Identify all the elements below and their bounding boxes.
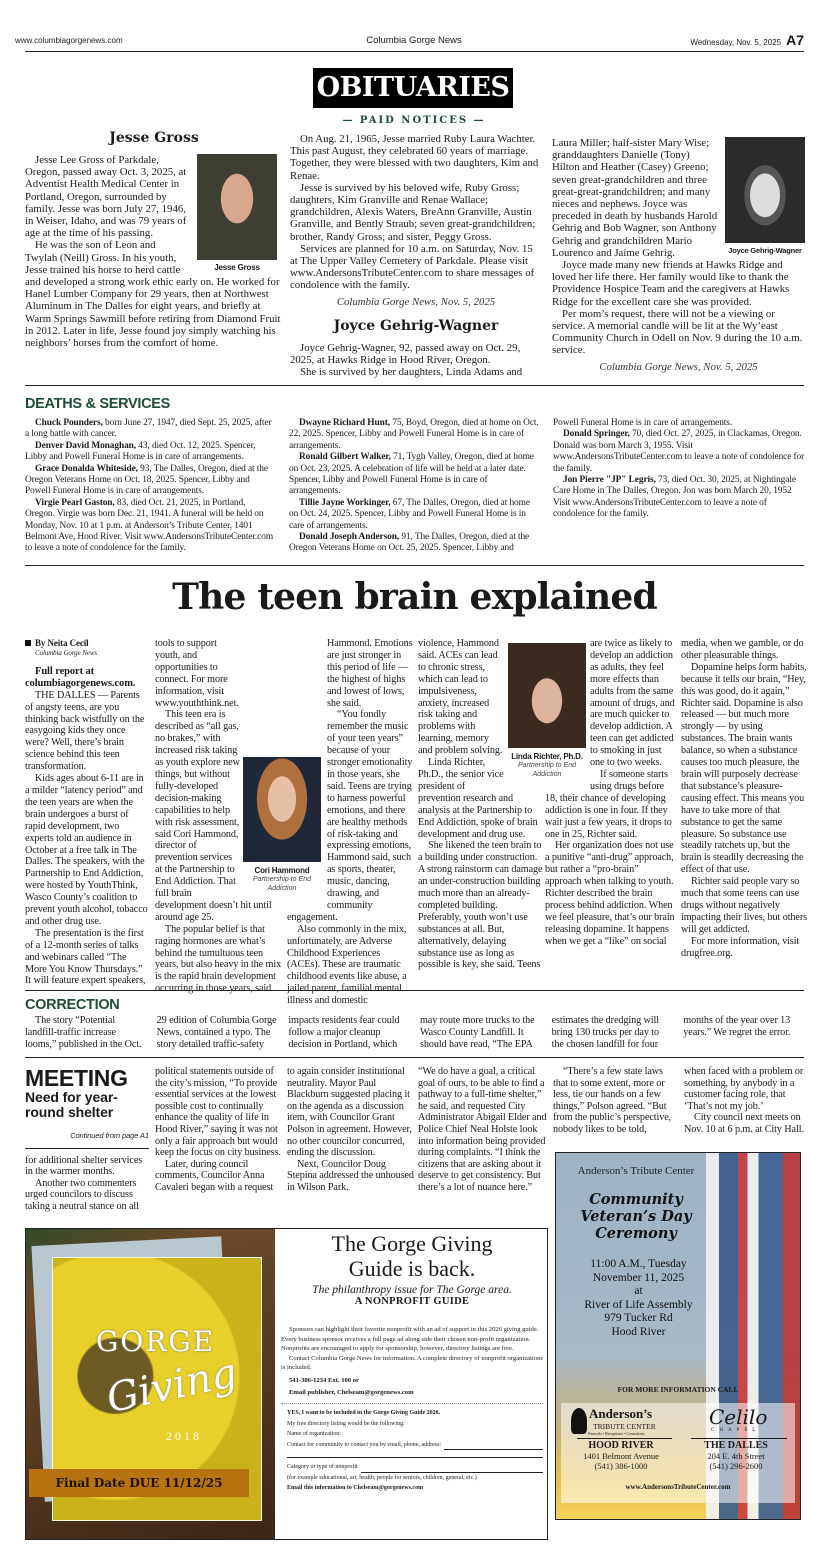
giving-ad-text xyxy=(282,1231,542,1307)
giving-title-2: Guide is back. xyxy=(348,1256,476,1281)
giving-ad-body xyxy=(281,1325,543,1494)
deaths-list xyxy=(25,418,805,555)
notice-text: 71, Tygh Valley, Oregon, died at home on Oct. 23, 2025. A celebration of life will be held at a later date. Spencer, Libby and Powell Funeral Home is in care of arrangements. xyxy=(289,452,534,497)
paid-notices-label: — PAID NOTICES — xyxy=(342,115,486,126)
celilo-logo-name: Celilo xyxy=(709,1405,768,1429)
deceased-name: Donald Springer, xyxy=(563,429,630,440)
article-lead: Full report at columbiagorgenews.com. xyxy=(25,665,136,689)
death-notice xyxy=(553,475,805,521)
paragraph: Dopamine helps form habits, because it tells our brain, “Hey, this was good, do it again,” Richter said. Dopamine is also released — but much more strongly — by using substances. The brain wants balance, so when a substance causes too much pleasure, the brain will purposely decrease that substance’s pleasure-causing effect. This means you have to take more of that substance to get the same pleasure. So substance use steadily ratchets up, but the brain is steadily decreasing the effect of that use. xyxy=(681,661,807,876)
giving-subtitle: The philanthropy issue for The Gorge area. xyxy=(312,1284,512,1296)
deceased-name: Ronald Gilbert Walker, xyxy=(299,452,391,463)
correction-text: The story “Potential landfill-traffic increase looms,” published in the Oct. 29 edition of Columbia Gorge News, contained a typo. The story detailed traffic-safety impacts residents fear could follow a major cleanup decision in Portland, which may route more trucks to the Wasco County Landfill. It should have read, “The EPA estimates the dredging will bring 130 trucks per day to the chosen landfill for four months of the year over 13 years.” We regret the error. xyxy=(25,1015,791,1050)
event-time: 11:00 A.M., Tuesday xyxy=(590,1258,687,1270)
deceased-name: Chuck Pounders, xyxy=(35,418,103,428)
event-date: November 11, 2025 xyxy=(592,1271,685,1284)
notice-text: 70, died Oct. 27, 2025, in Clackamas, Oregon. Donald was born March 3, 1955. Visit www.AndersonsTributeCenter.com to leave a note of condolence for the family. xyxy=(553,429,805,474)
death-notice xyxy=(25,464,277,498)
paragraph: Jesse is survived by his beloved wife, Ruby Gross; daughters, Kim Granville and Renae Wallace; grandchildren, Alexis Waters, BreAnn Granville, Austin Granville, and Bently Straub; seven great-grandchildren; brother, Randy Gross; and sister, Peggy Gross. xyxy=(290,181,536,243)
paragraph: Jesse Lee Gross of Parkdale, Oregon, passed away Oct. 3, 2025, at Adventist Health Medical Center in Portland, Oregon, surrounded by family. Jesse was born July 27, 1946, in Weiser, Idaho, and was 79 years of age at the time of his passing. xyxy=(25,154,187,240)
website-link[interactable]: www.AndersonsTributeCenter.com xyxy=(625,1483,731,1491)
issue-date: Wednesday, Nov. 5, 2025 xyxy=(690,38,782,47)
paragraph-group xyxy=(418,757,543,971)
paragraph: City council next meets on Nov. 10 at 6 p.m. at City Hall. xyxy=(684,1112,804,1135)
paragraph: She likened the teen brain to a building under construction. A strong rainstorm can damage an under-construction building much more than an already-completed building. Preferably, youth won’t use substances at all. But, alternatively, delaying substance use as long as possible is key, she said. Teens xyxy=(418,840,543,971)
paragraph: to again consider institutional neutrality. Mayor Paul Blackburn suggested placing it on the agenda as a discussion item, with Councilor Grant Polson in agreement. However, no other councilor concurred, ending the discussion. xyxy=(287,1066,412,1159)
giving-paragraph: Sponsors can highlight their favorite nonprofit with an ad of support in this 2026 giving guide. Every business sponsor receives a full page ad along side their chosen non-profit organization. Nonprofits are encouraged to apply for sponsorship, however, directory listings are free. xyxy=(281,1326,539,1353)
paragraph-group xyxy=(684,1066,807,1136)
article-col-5 xyxy=(545,638,676,948)
location-phone: (541) 386-1000 xyxy=(594,1461,648,1471)
giving-logo-year: 2018 xyxy=(166,1429,202,1443)
location-phone: (541) 296-2600 xyxy=(709,1461,763,1471)
photo-wrap-spacer xyxy=(545,638,590,786)
form-line: My free directory listing would be the following: xyxy=(287,1420,405,1427)
form-email: Email this information to Chelseam@gorgenews.com xyxy=(287,1485,424,1492)
paragraph: For more information, visit drugfree.org. xyxy=(681,935,800,959)
paragraph-group xyxy=(290,133,542,292)
paragraph-group xyxy=(25,690,149,988)
paragraph: Joyce made many new friends at Hawks Ridge and loved her life there. Her family would like to thank the Providence Hospice Team and the caregivers at Hawks Ridge for the excellent care she was provided. xyxy=(552,259,790,308)
jesse-photo xyxy=(197,154,277,260)
paper-name: Columbia Gorge News xyxy=(366,35,462,46)
paragraph: This teen era is described as “all gas, no brakes,” with increased risk taking as youth explore new things, but without fully-developed decision-making capabilities to help with risk assessment, said Cori Hammond, director of prevention services at the Partnership to End Addiction. That full brain development doesn’t hit until around age 25. xyxy=(155,709,272,923)
due-date-banner: Final Date DUE 11/12/25 xyxy=(29,1469,249,1497)
paragraph: Hammond. Emotions are just stronger in this period of life — the highest of highs and lowest of lows, she said. xyxy=(327,638,413,709)
giving-form xyxy=(281,1408,543,1494)
byline-author: By Neita Cecil xyxy=(35,638,89,648)
obit-heading: Jesse Gross xyxy=(109,130,199,146)
celilo-logo-sub: CHAPEL xyxy=(711,1428,761,1433)
paragraph: for additional shelter services in the warmer months. xyxy=(25,1154,143,1178)
title-line: Veteran’s Day xyxy=(580,1208,692,1225)
joyce-photo-block xyxy=(725,137,805,255)
notice-text: 73, died Oct. 30, 2025, at Nightingale Care Home in The Dalles, Oregon. Jon was born March 20, 1952 Visit www.AndersonsTributeCenter.com to leave a note of condolence for the family. xyxy=(553,475,796,520)
obit-credit: Columbia Gorge News, Nov. 5, 2025 xyxy=(336,295,496,308)
deceased-name: Denver David Monaghan, xyxy=(35,440,137,451)
byline-org: Columbia Gorge News xyxy=(35,649,98,657)
paragraph: Her organization does not use a punitive “anti-drug” approach, but rather a “pro-brain” approach when talking to youth. Richter described the brain process behind addiction. When we feel pleasure, that’s our brain releasing dopamine. It happens when we get a “like” on social xyxy=(545,840,675,947)
giving-guide-label: A NONPROFIT GUIDE xyxy=(354,1296,470,1307)
byline-bullet-icon xyxy=(25,640,31,646)
notice-text: 67, The Dalles, Oregon, died at home on Oct. 24, 2025. Spencer, Libby and Powell Funeral Home is in care of arrangements. xyxy=(289,497,530,531)
death-notice xyxy=(25,441,277,464)
location-address: 1401 Belmont Avenue xyxy=(583,1451,659,1461)
paragraph-group xyxy=(545,769,676,948)
site-url: www.columbiagorgenews.com xyxy=(15,36,123,45)
paragraph: violence, Hammond said. ACEs can lead to chronic stress, which can lead to impulsiveness, anxiety, increased risk taking and problems with learning, memory and problem solving. xyxy=(418,638,503,757)
veterans-title xyxy=(556,1191,716,1242)
paragraph: Per mom’s request, there will not be a viewing or service. A memorial candle will be lit at the Wy’east Community Church in Odell on Nov. 9 during the 10 a.m. service. xyxy=(552,307,803,357)
paragraph: “We do have a goal, a critical goal of ours, to be able to find a pathway to a full-time shelter,” he said, and requested City Administrator Abigail Elder and Police Chief Neal Holste look into information being provided during complaints. “I think the citizens that are asking about it deserve to get consistency. But there’s a lot of nuance here.” xyxy=(418,1066,547,1193)
obit-heading: Joyce Gehrig-Wagner xyxy=(333,317,499,334)
form-blank-line[interactable] xyxy=(287,1450,543,1458)
article-col-6 xyxy=(681,638,807,959)
obit-credit: Columbia Gorge News, Nov. 5, 2025 xyxy=(599,360,758,373)
death-notice xyxy=(289,418,541,452)
meeting-col-2 xyxy=(155,1066,283,1194)
event-at: at xyxy=(634,1285,643,1297)
paragraph-group xyxy=(25,1155,149,1213)
paragraph: tools to support youth, and opportunities to connect. For more information, visit www.youththink.net. xyxy=(155,638,239,709)
paragraph-group xyxy=(681,662,807,960)
divider xyxy=(281,1403,543,1404)
contact-panel xyxy=(561,1403,795,1503)
event-city: Hood River xyxy=(611,1325,666,1338)
gorge-giving-ad xyxy=(25,1228,548,1540)
joyce-photo xyxy=(725,137,805,243)
paragraph: Richter said people vary so much that some teens can use drugs without negatively impacting their lives, but others will get addicted. xyxy=(681,876,807,935)
paragraph: Services are planned for 10 a.m. on Saturday, Nov. 15 at The Upper Valley Cemetery of Parkdale. Please visit www.AndersonsTributeCenter.com to share messages of condolence with the family. xyxy=(290,242,535,292)
meeting-kicker: MEETING xyxy=(25,1065,128,1091)
paragraph-group xyxy=(552,259,805,357)
location-the-dalles xyxy=(681,1441,791,1471)
deaths-heading: DEATHS & SERVICES xyxy=(25,396,171,412)
photo-caption: Jesse Gross xyxy=(214,263,260,272)
giving-guide-cover-image xyxy=(26,1229,275,1539)
paragraph: THE DALLES — Parents of angsty teens, are you thinking back wistfully on the easygoing kids they once were? Well, there’s brain science behind this teen transformation. xyxy=(25,689,145,773)
paragraph-group xyxy=(553,1066,678,1136)
giving-phone: 541-386-1234 Ext. 100 or xyxy=(289,1376,359,1384)
date-page xyxy=(690,32,804,48)
location-hood-river xyxy=(566,1441,676,1471)
location-city: HOOD RIVER xyxy=(588,1440,654,1451)
deceased-name: Virgie Pearl Gaston, xyxy=(35,497,115,508)
form-title: YES, I want to be included in the Gorge Giving Guide 2026. xyxy=(287,1410,441,1417)
byline xyxy=(25,638,149,648)
photo-caption: Cori Hammond xyxy=(254,866,310,875)
obituaries-banner: OBITUARIES xyxy=(313,68,513,108)
giving-email: Email publisher, Chelseam@gorgenews.com xyxy=(289,1388,414,1396)
paragraph: when faced with a problem or something, by anybody in a customer facing role, that ‘That’s not my job.’ xyxy=(684,1066,804,1112)
meeting-headline: Need for year-round shelter xyxy=(25,1089,118,1120)
paragraph: The popular belief is that raging hormones are what’s behind the tumultuous teen years, but also heavy in the mix is the rapid brain development occurring in those years, said xyxy=(155,923,282,995)
paragraph-group xyxy=(155,1066,283,1194)
paragraph: Also commonly in the mix, unfortunately, are Adverse Childhood Experiences (ACEs). These are traumatic childhood events like abuse, a jailed parent, familial mental illness and domestic xyxy=(287,923,407,1007)
paragraph: The presentation is the first of a 12-month series of talks and webinars called “The More You Know Thursdays.” It will feature expert speakers, xyxy=(25,927,146,987)
andersons-logo-sub: TRIBUTE CENTER xyxy=(593,1422,656,1431)
photo-caption-sub: Partnership to End Addiction xyxy=(518,762,576,778)
photo-caption: Linda Richter, Ph.D. xyxy=(511,752,583,761)
paragraph: Laura Miller; half-sister Mary Wise; granddaughters Danielle (Tony) Hilton and Heather (Casey) Greeno; seven great-grandchildren and three great-great-grandchildren; and many nieces and nephews. Joyce was preceded in death by husbands Harold Gehrig and Bob Wagner, son Anthony Gehrig and grandchildren Mario Lourenco and Jaime Gehrig. xyxy=(552,137,718,259)
form-contact-field[interactable] xyxy=(287,1440,543,1451)
giving-logo-word2: Giving xyxy=(102,1349,241,1423)
paragraph-group xyxy=(287,1066,414,1194)
paragraph: political statements outside of the city’s mission, “To provide essential services at the lowest possible cost to continually enhance the quality of life in Hood River,” saying it was not only a fair approach but would keep the focus on city business. xyxy=(155,1066,281,1159)
notice-text: 83, died Oct. 21, 2025, in Portland, Oregon. Virgie was born Dec. 21, 1941. A funeral will be held on Monday, Nov. 10 at 1 p.m. at Anderson’s Tribute Center, 1401 Belmont Ave, Hood River. Visit www.AndersonsTributeCenter.com to leave a note of condolence for the family. xyxy=(25,497,274,554)
veterans-details xyxy=(556,1258,721,1339)
jesse-photo-block xyxy=(197,154,277,272)
veterans-day-ad xyxy=(555,1152,801,1520)
death-notice xyxy=(25,498,277,555)
form-category-label: Category or type of nonprofit xyxy=(287,1464,358,1471)
deceased-name: Donald Joseph Anderson, xyxy=(299,532,400,543)
photo-caption: Joyce Gehrig-Wagner xyxy=(728,246,802,255)
form-examples: (for example educational, art, health, people for seniors, children, general, etc.) xyxy=(287,1474,477,1481)
call-label: FOR MORE INFORMATION CALL xyxy=(617,1385,739,1394)
form-org-label: Name of organization: xyxy=(287,1431,341,1438)
location-address: 204 E. 4th Street xyxy=(707,1451,765,1461)
paragraph: Another two commenters urged councilors to discuss taking a neutral stance on all xyxy=(25,1177,139,1212)
paragraph: Kids ages about 6-11 are in a milder “latency period” and the teen years are when the brain undergoes a burst of rapid development, two experts told an audience in October at a free talk in The Dalles. The speakers, with the Partnership to End Addiction, were hosted by YouthThink, Wasco County’s coalition to prevent youth alcohol, tobacco and other drug use. xyxy=(25,773,148,927)
event-venue: River of Life Assembly xyxy=(584,1298,693,1311)
deceased-name: Tillie Jayne Workinger, xyxy=(299,497,391,508)
continued-from: Continued from page A1 xyxy=(25,1130,149,1149)
article-headline: The teen brain explained xyxy=(172,576,657,618)
meeting-col-6 xyxy=(684,1066,807,1136)
paragraph: If someone starts using drugs before 18, their chance of developing addiction is one in four. If they wait just a few years, it drops to one in 25, Richter said. xyxy=(545,768,672,840)
article-col-3 xyxy=(287,638,413,1007)
obit-joyce-col3 xyxy=(552,137,805,373)
deceased-name: Dwayne Richard Hunt, xyxy=(299,418,390,428)
obit-jesse-col1 xyxy=(25,130,283,349)
location-city: THE DALLES xyxy=(704,1440,768,1451)
paragraph: Linda Richter, Ph.D., the senior vice president of prevention research and analysis at the Partnership to End Addiction, spoke of brain development and drug use. xyxy=(418,757,538,840)
paragraph: She is survived by her daughters, Linda Adams and xyxy=(300,366,523,379)
deceased-name: Jon Pierre "JP" Legris, xyxy=(563,475,656,486)
meeting-col-5 xyxy=(553,1066,678,1136)
meeting-col-3 xyxy=(287,1066,414,1194)
paragraph: media, when we gamble, or do other pleasurable things. xyxy=(681,638,804,661)
notice-text: 91, The Dalles, Oregon, died at the Oregon Veterans Home on Oct. 25, 2025. Spencer, Libby and Powell Funeral Home is in care of arrangements. xyxy=(289,418,733,554)
article-col-1 xyxy=(25,638,149,987)
deceased-name: Grace Donalda Whiteside, xyxy=(35,463,138,474)
tree-logo-icon xyxy=(571,1408,587,1434)
death-notice xyxy=(25,418,277,441)
giving-paragraph: Contact Columbia Gorge News for information. A complete directory of nonprofit organizations is included. xyxy=(281,1354,543,1372)
meeting-col-4 xyxy=(418,1066,548,1194)
correction-heading: CORRECTION xyxy=(25,997,120,1013)
photo-caption-sub: Partnership to End Addiction xyxy=(253,876,311,892)
title-line: Ceremony xyxy=(595,1225,677,1242)
notice-text: 75, Boyd, Oregon, died at home on Oct. 22, 2025. Spencer, Libby and Powell Funeral Home is in care of arrangements. xyxy=(289,418,539,451)
death-notice xyxy=(553,429,805,475)
andersons-logo-name: Anderson’s xyxy=(589,1406,653,1421)
paragraph-group xyxy=(418,1066,548,1194)
paragraph: are twice as likely to develop an addiction as adults, they feel more effects than adults from the same amount of drugs, and are much quicker to develop addiction. A teen can get addicted to smoking in just one to two weeks. xyxy=(590,638,675,769)
death-notice xyxy=(289,498,541,532)
paragraph-group xyxy=(290,342,542,379)
paragraph: He was the son of Leon and Twylah (Neill) Gross. In his youth, Jesse trained his horse to herd cattle and developed a strong work ethic early on. He worked for Hanel Lumber Company for 29 years, then at Northwest Aluminum in The Dalles for eight years, and briefly at Warm Springs Sawmill before retiring from Diamond Fruit in 2012. Later in life, Jesse found joy simply watching his neighbors’ horses from the comfort of home. xyxy=(25,239,281,350)
veterans-org: Anderson’s Tribute Center xyxy=(577,1165,695,1177)
paragraph: “You fondly remember the music of your teen years” because of your stronger emotionality in those years, she said. Teens are trying to harness powerful emotions, and there are healthy methods of risk-taking and expressing emotions, Hammond said, such as sports, theater, music, dancing, drawing, and community engagement. xyxy=(287,709,413,923)
paragraph: Later, during council comments, Councilor Anna Cavaleri began with a request xyxy=(155,1158,274,1193)
page-number: A7 xyxy=(786,32,804,48)
obit-col2 xyxy=(290,133,542,378)
meeting-col-1 xyxy=(25,1066,149,1213)
event-address: 979 Tucker Rd xyxy=(604,1312,673,1324)
death-notice xyxy=(289,452,541,498)
title-line: Community xyxy=(589,1191,683,1208)
form-category-field[interactable] xyxy=(287,1462,543,1473)
notice-text: 43, died Oct. 12, 2025. Spencer, Libby and Powell Funeral Home is in care of arrangements. xyxy=(25,440,256,463)
paragraph: On Aug. 21, 1965, Jesse married Ruby Laura Wachter. This past August, they celebrated 60 years of marriage. Together, they were blessed with two daughters, Kim and Renae. xyxy=(290,133,539,182)
paragraph: “There’s a few state laws that to some extent, more or less, tie our hands on a few things,” Polson agreed. “But from the public’s perspective, nobody likes to be told, xyxy=(553,1066,672,1135)
notice-text: 93, The Dalles, Oregon, died at the Oregon Veterans Home on Oct. 18, 2025. Spencer, Libby and Powell Funeral Home is in care of arrangements. xyxy=(25,463,268,497)
notice-text: born June 27, 1947, died Sept. 25, 2025, after a long battle with cancer. xyxy=(25,418,272,440)
giving-logo-word1: GORGE xyxy=(96,1325,216,1358)
andersons-logo-tag: Funerals • Receptions • Cremations xyxy=(588,1431,645,1436)
paragraph: Joyce Gehrig-Wagner, 92, passed away on Oct. 29, 2025, at Hawks Ridge in Hood River, Oregon. xyxy=(290,341,521,367)
giving-title-1: The Gorge Giving xyxy=(331,1231,493,1256)
form-contact-label: Contact for community to contact you by email, phone, address: xyxy=(287,1441,442,1448)
photo-wrap-spacer xyxy=(287,748,327,900)
paragraph: Next, Councilor Doug Stepina addressed the unhoused in Wilson Park. xyxy=(287,1158,414,1193)
